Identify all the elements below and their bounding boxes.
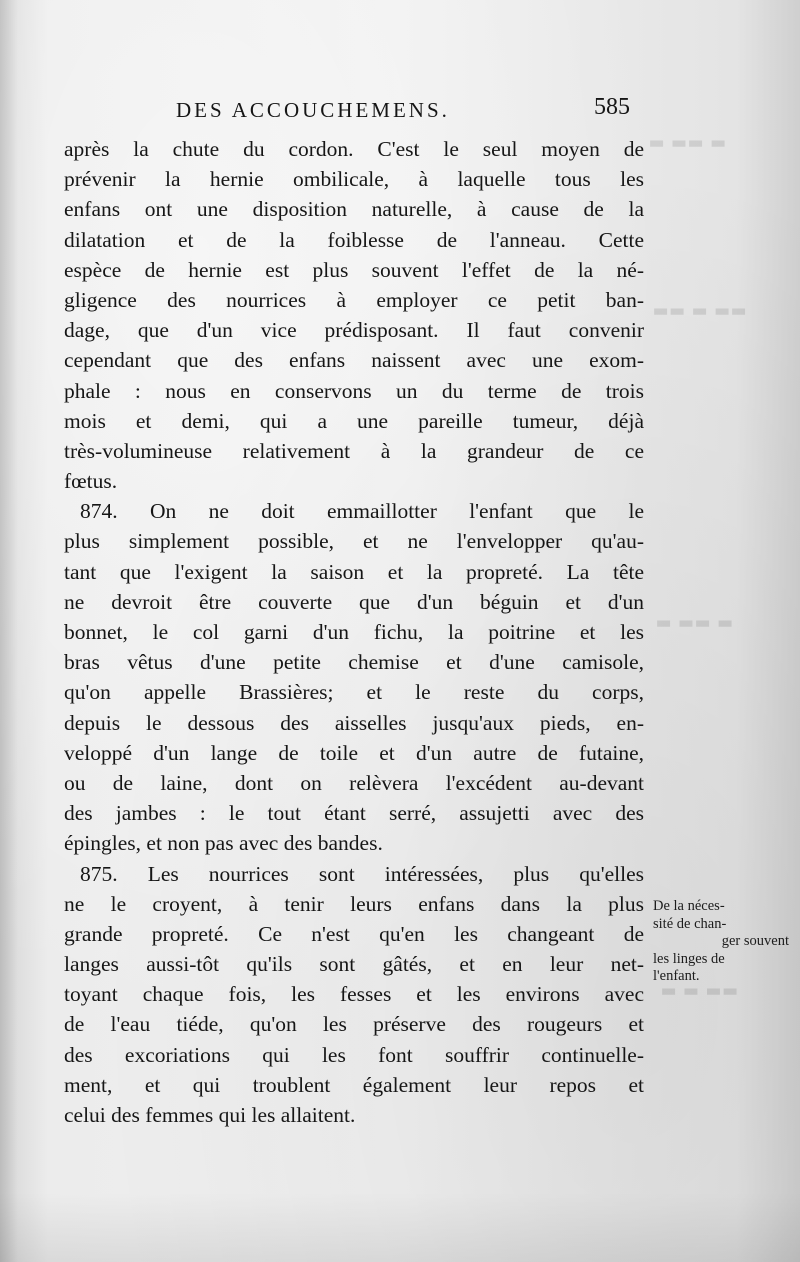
running-head: DES ACCOUCHEMENS. xyxy=(176,98,450,122)
text-line: tant que l'exigent la saison et la propreté. La tête xyxy=(64,559,644,584)
text-line: des excoriations qui les font souffrir continuelle- xyxy=(64,1042,644,1067)
text-line: mois et demi, qui a une pareille tumeur, déjà xyxy=(64,408,644,433)
marginal-note xyxy=(653,898,795,986)
bleed-through-mark: ▬▬ ▬ ▬▬ xyxy=(652,301,747,321)
page-number: 585 xyxy=(594,94,630,120)
text-line: enfans ont une disposition naturelle, à cause de la xyxy=(64,197,644,222)
text-line: dage, que d'un vice prédisposant. Il faut convenir xyxy=(64,318,644,343)
text-line: plus simplement possible, et ne l'envelopper qu'au- xyxy=(64,529,644,554)
text-line: dilatation et de la foiblesse de l'anneau. Cette xyxy=(64,227,644,252)
text-line: après la chute du cordon. C'est le seul moyen de xyxy=(64,137,644,161)
text-line: ment, et qui troublent également leur repos et xyxy=(64,1072,644,1097)
page-bottom-shadow xyxy=(0,1192,800,1262)
text-line: grande propreté. Ce n'est qu'en les changeant de xyxy=(64,921,644,946)
text-line: veloppé d'un lange de toile et d'un autre de futaine, xyxy=(64,740,644,765)
bleed-through-mark: ▬ ▬▬ ▬ xyxy=(655,613,734,633)
text-line: très-volumineuse relativement à la grandeur de ce xyxy=(64,438,644,463)
bleed-through-mark: ▬▬ ▬ ▬ xyxy=(660,981,739,1001)
text-line: cependant que des enfans naissent avec une exom- xyxy=(64,348,644,373)
body-text xyxy=(64,134,644,1130)
text-line: langes aussi-tôt qu'ils sont gâtés, et en leur net- xyxy=(64,952,644,977)
marginal-note-line: De la néces- xyxy=(653,898,725,914)
text-line: des jambes : le tout étant serré, assujetti avec des xyxy=(64,801,644,826)
text-line: prévenir la hernie ombilicale, à laquelle tous les xyxy=(64,167,644,192)
marginal-note-line: sité de chan- xyxy=(653,915,727,932)
marginal-note-line: l'enfant. xyxy=(653,968,700,984)
paragraph-874-start: 874. On ne doit emmaillotter l'enfant que le xyxy=(80,499,644,524)
text-line: espèce de hernie est plus souvent l'effet de la né- xyxy=(64,257,644,282)
paragraph-875-start: 875. Les nourrices sont intéressées, plus qu'elles xyxy=(80,861,644,886)
text-line: toyant chaque fois, les fesses et les environs avec xyxy=(64,982,644,1007)
text-line: ne le croyent, à tenir leurs enfans dans la plus xyxy=(64,891,644,916)
text-line: gligence des nourrices à employer ce petit ban- xyxy=(64,287,644,312)
text-line: ou de laine, dont on relèvera l'excédent au-devant xyxy=(64,770,644,795)
text-line: depuis le dessous des aisselles jusqu'aux pieds, en- xyxy=(64,710,644,735)
text-line: phale : nous en conservons un du terme de trois xyxy=(64,378,644,403)
paragraph-end-line: celui des femmes qui les allaitent. xyxy=(64,1103,356,1127)
bleed-through-mark: ▬ ▬▬ ▬ xyxy=(648,133,727,153)
text-line: de l'eau tiéde, qu'on les préserve des rougeurs et xyxy=(64,1012,644,1037)
marginal-note-line: ger souvent xyxy=(721,933,789,949)
text-line: bras vêtus d'une petite chemise et d'une camisole, xyxy=(64,650,644,675)
marginal-note-line: les linges de xyxy=(653,950,725,967)
text-line: ne devroit être couverte que d'un béguin et d'un xyxy=(64,589,644,614)
paragraph-end-line: fœtus. xyxy=(64,469,118,494)
paragraph-end-line: épingles, et non pas avec des bandes. xyxy=(64,831,383,856)
page-edge-shadow xyxy=(0,0,18,1262)
text-line: qu'on appelle Brassières; et le reste du corps, xyxy=(64,680,644,705)
text-line: bonnet, le col garni d'un fichu, la poitrine et les xyxy=(64,620,644,644)
